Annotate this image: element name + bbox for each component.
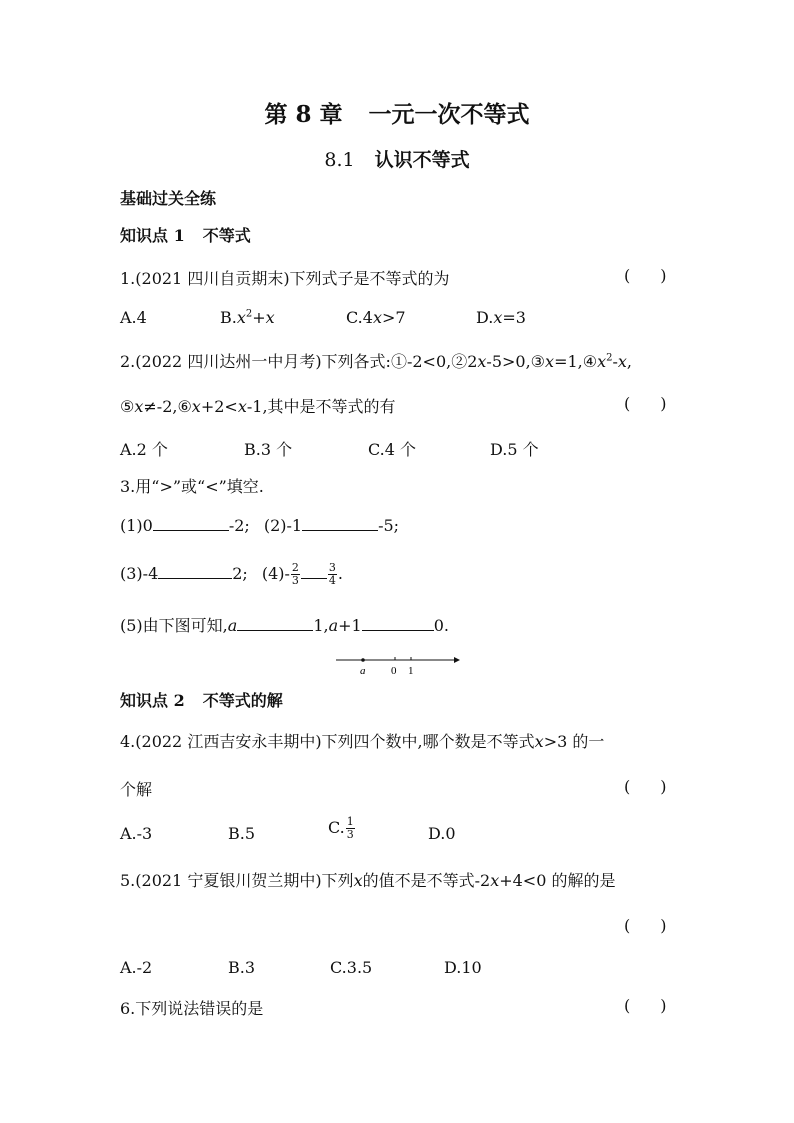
q5-option-c: C.3.5 bbox=[330, 958, 373, 977]
q1-option-c: C.4x>7 bbox=[346, 308, 406, 327]
knowledge-point-2 bbox=[120, 688, 283, 711]
q4-option-b: B.5 bbox=[228, 824, 256, 843]
answer-paren-5: ( ) bbox=[624, 916, 667, 935]
q3-part-1-2: (1)0 -2; (2)-1 -5; bbox=[120, 516, 400, 535]
section-title bbox=[0, 145, 794, 172]
answer-paren-6: ( ) bbox=[624, 996, 667, 1015]
knowledge-point-1 bbox=[120, 223, 251, 246]
chapter-name: 一元一次不等式 bbox=[368, 101, 530, 128]
axis-label-1: 1 bbox=[408, 665, 414, 677]
question-3-stem: 3.用“>”或“<”填空. bbox=[120, 477, 264, 496]
q2-option-d: D.5 个 bbox=[490, 440, 539, 459]
number-line bbox=[330, 650, 464, 680]
q5-option-b: B.3 bbox=[228, 958, 256, 977]
kp1-label: 知识点 1 bbox=[120, 226, 185, 245]
q2-option-a: A.2 个 bbox=[120, 440, 168, 459]
axis-label-0: 0 bbox=[391, 665, 397, 677]
q4-option-c: C. $\frac{1}{3}$ bbox=[328, 815, 354, 841]
arrow-head-icon bbox=[454, 657, 460, 663]
q4-option-d: D.0 bbox=[428, 824, 456, 843]
answer-paren-2: ( ) bbox=[624, 394, 667, 413]
question-4-stem-line1: 4.(2022 江西吉安永丰期中)下列四个数中,哪个数是不等式x>3 的一 bbox=[120, 732, 605, 751]
q5-option-d: D.10 bbox=[444, 958, 482, 977]
section-name: 认识不等式 bbox=[374, 149, 470, 171]
q1-option-d: D.x=3 bbox=[476, 308, 526, 327]
kp2-label: 知识点 2 bbox=[120, 691, 185, 710]
q3-part-5: (5)由下图可知,a 1,a+1 0. bbox=[120, 616, 449, 635]
question-5-stem: 5.(2021 宁夏银川贺兰期中)下列x的值不是不等式-2x+4<0 的解的是 bbox=[120, 871, 616, 890]
kp2-name: 不等式的解 bbox=[202, 691, 283, 710]
q2-option-b: B.3 个 bbox=[244, 440, 293, 459]
chapter-title bbox=[0, 96, 794, 129]
q2-option-c: C.4 个 bbox=[368, 440, 417, 459]
axis-label-a: a bbox=[360, 665, 366, 677]
question-1-stem: 1.(2021 四川自贡期末)下列式子是不等式的为 bbox=[120, 269, 450, 288]
section-number: 8.1 bbox=[324, 149, 355, 171]
answer-paren-4: ( ) bbox=[624, 777, 667, 796]
question-2-stem-line1: 2.(2022 四川达州一中月考)下列各式$:①-2<0,②2x-5>0,③x=1,④x^2-x$, bbox=[120, 352, 633, 371]
q4-option-a: A.-3 bbox=[120, 824, 153, 843]
question-2-stem-line2: ⑤x≠-2,⑥x+2<x-1,其中是不等式的有 bbox=[120, 397, 396, 416]
point-a bbox=[361, 658, 365, 662]
chapter-number: 第 8 章 bbox=[264, 101, 343, 128]
practice-title: 基础过关全练 bbox=[120, 189, 217, 208]
question-6-stem: 6.下列说法错误的是 bbox=[120, 999, 264, 1018]
q5-option-a: A.-2 bbox=[120, 958, 153, 977]
question-4-stem-line2: 个解 bbox=[120, 780, 153, 799]
q1-option-a: A.4 bbox=[120, 308, 147, 327]
q1-option-b: $B.x^2+x$ bbox=[220, 308, 275, 327]
answer-paren-1: ( ) bbox=[624, 266, 667, 285]
fraction-2-3: $\frac{2}{3}$ bbox=[291, 561, 299, 587]
fraction-3-4: $\frac{3}{4}$ bbox=[328, 561, 336, 587]
q3-part-3-4: (3)-4 2; (4)- $\frac{2}{3}$ $\frac{3}{4}$ . bbox=[120, 561, 343, 587]
kp1-name: 不等式 bbox=[202, 226, 251, 245]
